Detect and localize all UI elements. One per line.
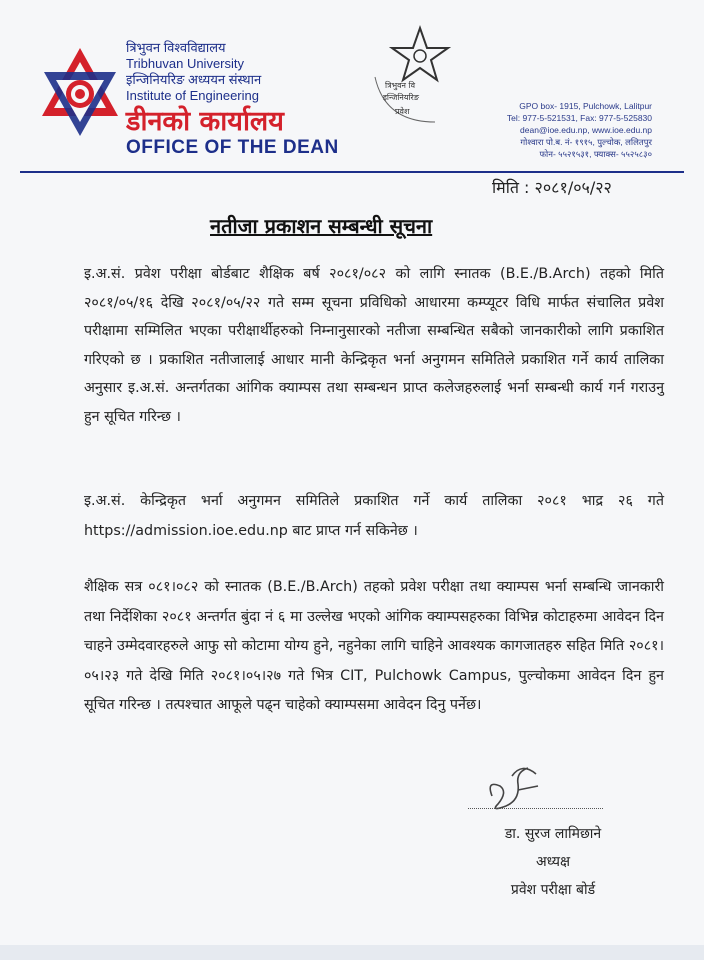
university-np: त्रिभुवन विश्वविद्यालय xyxy=(126,40,226,55)
contact-phone-np: फोन- ५५२१५३१, फ्याक्स- ५५२५८३० xyxy=(539,149,652,159)
signatory-role: अध्यक्ष xyxy=(535,854,571,870)
page-edge xyxy=(0,945,704,960)
header-divider xyxy=(20,171,684,173)
contact-address: GPO box- 1915, Pulchowk, Lalitpur xyxy=(519,101,652,111)
paragraph-schedule: इ.अ.सं. केन्द्रिकृत भर्ना अनुगमन समितिले प्रकाशित गर्ने कार्य तालिका २०८१ भाद्र २६ गते https://admission.ioe.edu.np बाट प्राप्त गर्न सकिनेछ । xyxy=(84,493,664,539)
contact-phone: Tel: 977-5-521531, Fax: 977-5-525830 xyxy=(506,113,652,123)
signatory xyxy=(488,820,618,904)
signatory-org: प्रवेश परीक्षा बोर्ड xyxy=(510,882,596,898)
university-en: Tribhuvan University xyxy=(126,56,245,71)
office-np: डीनको कार्यालय xyxy=(126,106,284,137)
paragraph-results: इ.अ.सं. प्रवेश परीक्षा बोर्डबाट शैक्षिक बर्ष २०८१/०८२ को लागि स्नातक (B.E./B.Arch) तहको मिति २०८१/०५/१६ देखि २०८१/०५/२२ गते सम्म सूचना प्रविधिको आधारमा कम्प्यूटर विधि मार्फत संचालित प्रवेश परीक्षामा सम्मिलित भएका परीक्षार्थीहरुको निम्नानुसारको नतीजा सम्बन्धित सबैको जानकारीको लागि प्रकाशित गरिएको छ । प्रकाशित नतीजालाई आधार मानी केन्द्रिकृत भर्ना अनुगमन समितिले प्रकाशित गर्ने कार्य तालिका अनुसार इ.अ.सं. अन्तर्गतका आंगिक क्याम्पस तथा सम्बन्धन प्राप्त कलेजहरुलाई भर्ना सम्बन्धी कार्य गर्न गराउनु हुन सूचित गरिन्छ । xyxy=(84,266,664,425)
contact-email: dean@ioe.edu.np, www.ioe.edu.np xyxy=(520,125,652,135)
stamp-line-1: त्रिभुवन वि xyxy=(385,81,416,90)
institute-np: इन्जिनियरिङ अध्ययन संस्थान xyxy=(126,72,262,87)
notice-title: नतीजा प्रकाशन सम्बन्धी सूचना xyxy=(210,214,433,238)
signature-icon xyxy=(478,756,548,816)
paragraph-quota: शैक्षिक सत्र ०८१।०८२ को स्नातक (B.E./B.Arch) तहको प्रवेश परीक्षा तथा क्याम्पस भर्ना सम्बन्धि जानकारी तथा निर्देशिका २०८१ अन्तर्गत बुंदा नं ६ मा उल्लेख भएको आंगिक क्याम्पसहरुका विभिन्न कोटाहरुमा आवेदन दिन चाहने उम्मेदवारहरुले आफु सो कोटामा योग्य हुने, नहुनेका लागि चाहिने आवश्यक कागजातहरु सहित मिति २०८१।०५।२३ गते देखि मिति २०८१।०५।२७ गते भित्र CIT, Pulchowk Campus, पुल्चोकमा आवेदन दिन हुन सूचित गरिन्छ । तत्पश्चात आफूले पढ्न चाहेको क्याम्पसमा आवेदन दिनु पर्नेछ। xyxy=(84,579,664,713)
contact-address-np: गोश्वारा पो.ब. नं- १९१५, पुल्चोक, ललितपुर xyxy=(520,137,652,147)
institution-header xyxy=(126,40,339,159)
institute-en: Institute of Engineering xyxy=(126,88,259,103)
notice-date: मिति : २०८१/०५/२२ xyxy=(492,178,612,197)
stamp-line-3: प्रवेश xyxy=(395,107,410,116)
signature-line xyxy=(468,808,603,809)
signatory-name: डा. सुरज लामिछाने xyxy=(504,826,602,842)
contact-block xyxy=(440,100,652,160)
stamp-line-2: इन्जिनियरिङ xyxy=(383,93,419,102)
office-en: OFFICE OF THE DEAN xyxy=(126,137,339,158)
tu-logo-icon xyxy=(40,44,120,138)
